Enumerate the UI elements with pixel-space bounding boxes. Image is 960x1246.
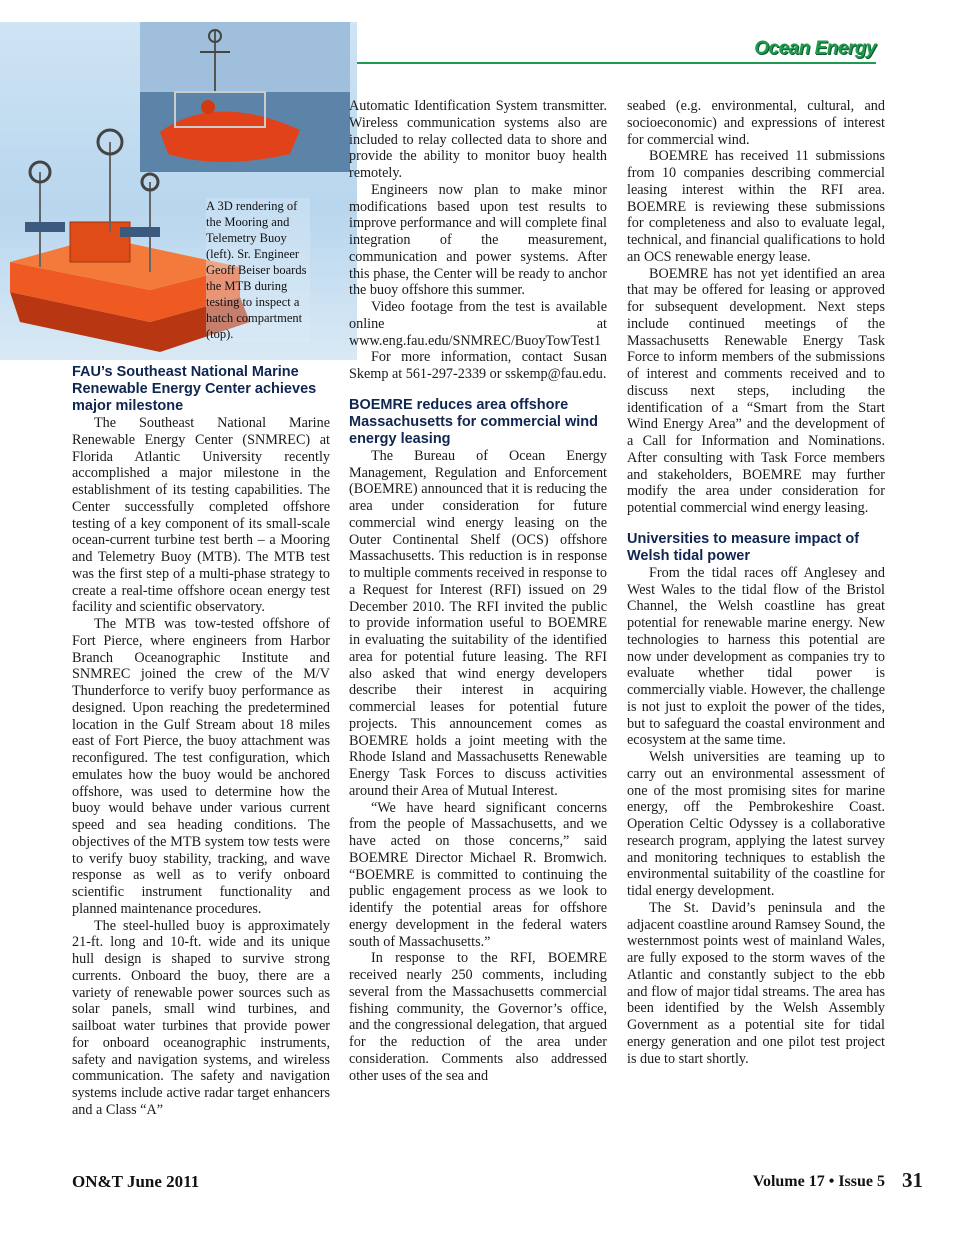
headline-welsh: Universities to measure impact of Welsh tidal power — [627, 530, 860, 564]
paragraph: Video footage from the test is available online at www.eng.fau.edu/SNMREC/BuoyTowTest1 — [349, 299, 607, 349]
paragraph: Automatic Identification System transmitter. Wireless communication systems also are included to relay collected data to shore and provide the ability to monitor buoy health remotely. — [349, 98, 607, 181]
footer-publication: ON&T June 2011 — [72, 1172, 200, 1191]
section-title: Ocean Energy — [754, 38, 876, 59]
paragraph: Welsh universities are teaming up to carry out an environmental assessment of one of the most promising sites for marine energy, off the Pembrokeshire Coast. Operation Celtic Odyssey is a collaborative research program, applying the latest survey and monitoring techniques to establish the environmental suitability of the coastline for tidal energy development. — [627, 749, 885, 899]
paragraph: The Bureau of Ocean Energy Management, Regulation and Enforcement (BOEMRE) announced that it is reducing the area under consideration for future commercial wind energy leasing on the Outer Continental Shelf (OCS) offshore Massachusetts. This reduction is in response to multiple comments received in response to a Request for Interest (RFI) issued on 29 December 2010. The RFI invited the public to provide information useful to BOEMRE in evaluating the suitability of the identified area for potential future leasing. The RFI also asked that wind energy developers describe their interest in acquiring commercial leases for potential future projects. This announcement comes as BOEMRE holds a joint meeting with the Rhode Island and Massachusetts Renewable Energy Task Forces to discuss activities around their Area of Mutual Interest. — [349, 447, 607, 799]
column-2 — [349, 98, 607, 1084]
paragraph: The steel-hulled buoy is approximately 21-ft. long and 10-ft. wide and its unique hull design is shaped to survive strong currents. Onboard the buoy, there are a variety of renewable power sources such as solar panels, small wind turbines, and sailboat water turbines that provide power for onboard oceanographic instruments, safety and navigation systems, and wireless communication. The safety and navigation systems include active radar target enhancers and a Class “A” — [72, 917, 330, 1118]
paragraph: The MTB was tow-tested offshore of Fort Pierce, where engineers from Harbor Branch Oceanographic Institute and SNMREC joined the crew of the M/V Thunderforce to verify buoy performance as designed. Upon reaching the predetermined location in the Gulf Stream about 18 miles east of Fort Pierce, the buoy attachment was reconfigured. The test configuration, which emulates how the buoy would be anchored offshore, was used to determine how the buoy would behave under various current speed and sea heading conditions. The objectives of the MTB system tow tests were to verify buoy stability, tracking, and wave response as well as to verify onboard scientific instrument functionality and planned maintenance procedures. — [72, 616, 330, 917]
paragraph: BOEMRE has not yet identified an area that may be offered for leasing or approved for subsequent development. Next steps include continued meetings of the Massachusetts Renewable Energy Task Force to inform members of the submissions of interest and comments received and to discuss next steps, including the identification of a “Smart from the Start Wind Energy Area” and the development of a Call for Information and Nominations. After consulting with Task Force members and stakeholders, BOEMRE may further modify the area under consideration for potential commercial wind energy leasing. — [627, 265, 885, 516]
paragraph: Engineers now plan to make minor modifications based upon test results to improve performance and will complete final integration of the measurement, communication and power systems. After this phase, the Center will be ready to anchor the buoy offshore this summer. — [349, 181, 607, 299]
page-number: 31 — [902, 1168, 923, 1192]
paragraph: For more information, contact Susan Skemp at 561-297-2339 or sskemp@fau.edu. — [349, 349, 607, 382]
paragraph: The Southeast National Marine Renewable Energy Center (SNMREC) at Florida Atlantic University recently accomplished a major milestone in the establishment of its testing capabilities. The Center successfully completed offshore testing of a key component of its small-scale ocean-current turbine test berth – a Mooring and Telemetry Buoy (MTB). The MTB test was the first step of a multi-phase strategy to create a real-time offshore ocean energy test facility and scientific observatory. — [72, 415, 330, 616]
figure-caption: A 3D rendering of the Mooring and Telemetry Buoy (left). Sr. Engineer Geoff Beiser boards the MTB during testing to inspect a hatch compartment (top). — [206, 198, 310, 342]
paragraph: In response to the RFI, BOEMRE received nearly 250 comments, including several from the Massachusetts commercial fishing community, the Governor’s office, and the congressional delegation, that argued for the reduction of the area under consideration. Comments also addressed other uses of the sea and — [349, 950, 607, 1084]
header-rule — [303, 62, 876, 64]
column-1 — [72, 364, 330, 1119]
headline-boemre: BOEMRE reduces area offshore Massachusetts for commercial wind energy leasing — [349, 396, 598, 447]
paragraph: From the tidal races off Anglesey and West Wales to the tidal flow of the Bristol Channel, the Welsh coastline has great potential for renewable marine energy. New technologies to harness this potential are now under development as companies try to evaluate whether tidal power is commercially viable. However, the challenge is not just to exploit the power of the tides, but to safeguard the coastal environment and ecosystem at the same time. — [627, 564, 885, 749]
footer-volume: Volume 17 • Issue 5 — [752, 1173, 885, 1190]
paragraph: The St. David’s peninsula and the adjacent coastline around Ramsey Sound, the westernmost points west of mainland Wales, are fully exposed to the storm waves of the Atlantic and constantly subject to the ebb and flow of major tidal streams. The area has been identified by the Welsh Assembly Government as a potential site for tidal energy generation and one pilot test project is due to start shortly. — [627, 899, 885, 1067]
buoy-photo — [0, 22, 357, 360]
paragraph: BOEMRE has received 11 submissions from 10 companies describing commercial leasing interest within the RFI area. BOEMRE is reviewing these submissions for completeness and also to evaluate legal, technical, and financial qualifications to hold an OCS renewable energy lease. — [627, 148, 885, 265]
headline-fau: FAU’s Southeast National Marine Renewable Energy Center achieves major milestone — [72, 364, 317, 414]
column-3 — [627, 98, 885, 1067]
paragraph: seabed (e.g. environmental, cultural, and socioeconomic) and expressions of interest for commercial wind. — [627, 98, 885, 148]
paragraph: “We have heard significant concerns from the people of Massachusetts, and we have acted on those concerns,” said BOEMRE Director Michael R. Bromwich. “BOEMRE is committed to continuing the public engagement process as we look to identify the potential areas for offshore energy development in the federal waters south of Massachusetts.” — [349, 799, 607, 950]
